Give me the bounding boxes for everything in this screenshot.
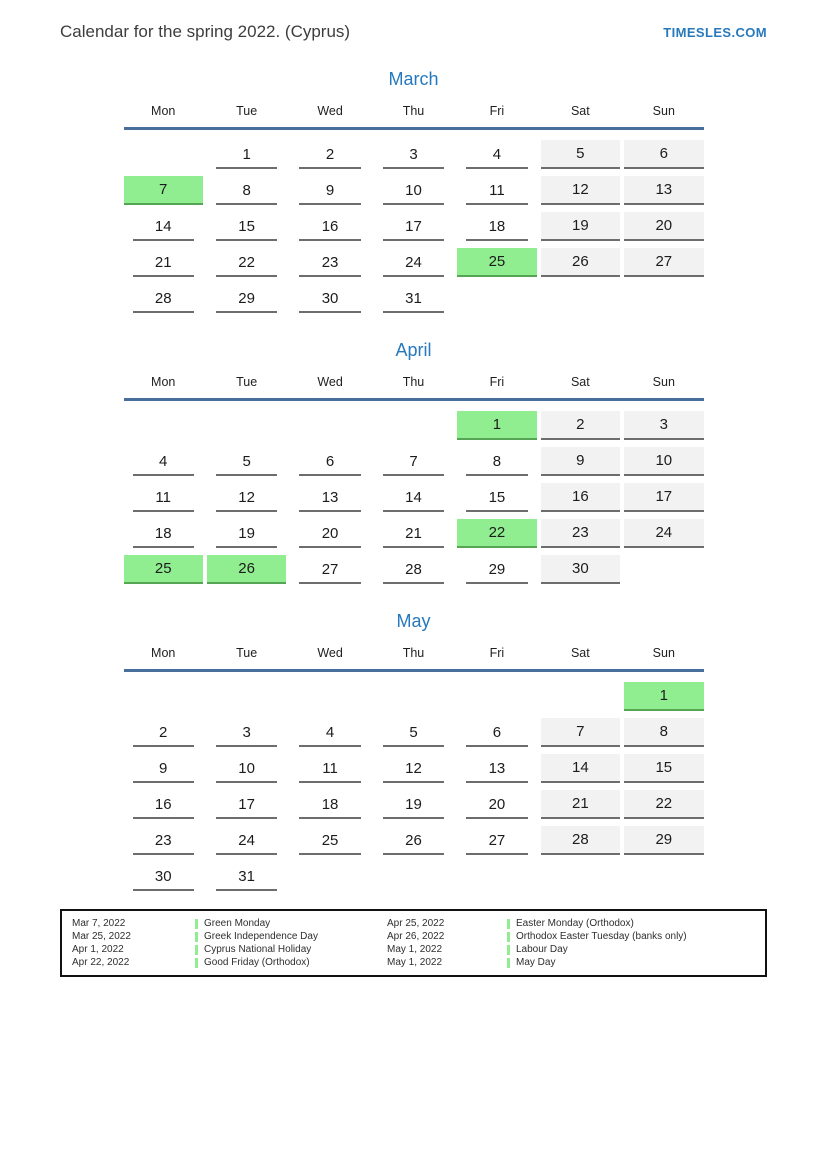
weekday-label: Wed — [317, 375, 343, 389]
legend-holiday-name: Labour Day — [516, 944, 568, 955]
day-cell: 24 — [624, 519, 703, 548]
empty-cell — [374, 862, 453, 891]
day-cell: 5 — [541, 140, 620, 169]
holiday-color-bar-icon — [195, 919, 198, 929]
day-cell: 20 — [457, 790, 536, 819]
day-cell: 4 — [290, 718, 369, 747]
empty-cell — [457, 284, 536, 313]
weekday-header-row — [124, 646, 704, 660]
weekday-label: Sat — [570, 646, 590, 660]
empty-cell — [624, 284, 703, 313]
weekday-label: Thu — [402, 104, 425, 118]
day-cell: 3 — [207, 718, 286, 747]
day-cell: 14 — [374, 483, 453, 512]
day-cell: 16 — [124, 790, 203, 819]
day-cell: 8 — [207, 176, 286, 205]
day-cell: 19 — [541, 212, 620, 241]
legend-entry — [195, 956, 387, 969]
empty-cell — [290, 682, 369, 711]
week-row — [124, 862, 704, 891]
day-cell: 2 — [541, 411, 620, 440]
day-cell: 8 — [457, 447, 536, 476]
holiday-color-bar-icon — [195, 932, 198, 942]
week-row — [124, 555, 704, 584]
day-cell: 12 — [207, 483, 286, 512]
day-cell: 21 — [374, 519, 453, 548]
day-cell: 2 — [124, 718, 203, 747]
day-cell: 7 — [374, 447, 453, 476]
day-cell: 23 — [124, 826, 203, 855]
day-cell: 11 — [290, 754, 369, 783]
holiday-color-bar-icon — [507, 919, 510, 929]
weekday-label: Fri — [489, 104, 505, 118]
day-cell: 25 — [290, 826, 369, 855]
day-cell: 2 — [290, 140, 369, 169]
weekday-label: Wed — [317, 646, 343, 660]
legend-holiday-name: May Day — [516, 957, 556, 968]
day-cell: 21 — [124, 248, 203, 277]
day-cell: 23 — [541, 519, 620, 548]
day-cell: 4 — [124, 447, 203, 476]
holiday-day-cell: 7 — [124, 176, 203, 205]
week-row — [124, 519, 704, 548]
day-cell: 10 — [374, 176, 453, 205]
empty-cell — [207, 682, 286, 711]
day-cell: 26 — [541, 248, 620, 277]
header-divider — [124, 398, 704, 401]
legend-holiday-name: Easter Monday (Orthodox) — [516, 918, 634, 929]
day-cell: 13 — [624, 176, 703, 205]
day-cell: 29 — [207, 284, 286, 313]
week-row — [124, 483, 704, 512]
holiday-color-bar-icon — [507, 932, 510, 942]
holiday-day-cell: 22 — [457, 519, 536, 548]
week-row — [124, 248, 704, 277]
day-cell: 31 — [207, 862, 286, 891]
day-cell: 3 — [374, 140, 453, 169]
legend-date: Mar 7, 2022 — [72, 918, 126, 929]
weekday-label: Mon — [151, 646, 176, 660]
weekday-header-row — [124, 104, 704, 118]
legend-grid — [72, 917, 755, 969]
day-cell: 23 — [290, 248, 369, 277]
holiday-day-cell: 25 — [457, 248, 536, 277]
day-cell: 11 — [124, 483, 203, 512]
day-cell: 30 — [124, 862, 203, 891]
holiday-day-cell: 1 — [457, 411, 536, 440]
week-row — [124, 284, 704, 313]
day-cell: 12 — [541, 176, 620, 205]
month-march — [124, 69, 704, 313]
legend-holiday-name: Cyprus National Holiday — [204, 944, 312, 955]
weekday-label: Sun — [652, 646, 675, 660]
day-cell: 17 — [624, 483, 703, 512]
legend-holiday-name: Orthodox Easter Tuesday (banks only) — [516, 931, 687, 942]
header — [0, 0, 827, 42]
day-cell: 1 — [207, 140, 286, 169]
weekday-label: Sun — [652, 375, 675, 389]
weekday-label: Sat — [570, 104, 590, 118]
day-cell: 21 — [541, 790, 620, 819]
day-cell: 5 — [374, 718, 453, 747]
legend-date: Apr 26, 2022 — [387, 931, 445, 942]
legend-entry — [195, 930, 387, 943]
day-cell: 9 — [290, 176, 369, 205]
month-may — [124, 611, 704, 891]
day-cell: 10 — [624, 447, 703, 476]
day-cell: 28 — [374, 555, 453, 584]
day-cell: 12 — [374, 754, 453, 783]
empty-cell — [624, 555, 703, 584]
empty-cell — [124, 411, 203, 440]
day-cell: 20 — [624, 212, 703, 241]
day-cell: 8 — [624, 718, 703, 747]
empty-cell — [624, 862, 703, 891]
day-cell: 4 — [457, 140, 536, 169]
weekday-label: Mon — [151, 375, 176, 389]
empty-cell — [541, 682, 620, 711]
day-cell: 15 — [624, 754, 703, 783]
legend-entry — [507, 943, 755, 956]
holiday-day-cell: 1 — [624, 682, 703, 711]
legend-date: Mar 25, 2022 — [72, 931, 131, 942]
weekday-label: Thu — [402, 375, 425, 389]
empty-cell — [374, 411, 453, 440]
day-cell: 15 — [457, 483, 536, 512]
day-cell: 24 — [207, 826, 286, 855]
day-cell: 16 — [290, 212, 369, 241]
day-cell: 9 — [541, 447, 620, 476]
week-row — [124, 826, 704, 855]
page-title: Calendar for the spring 2022. (Cyprus) — [60, 22, 351, 41]
empty-cell — [541, 862, 620, 891]
month-title: March — [388, 69, 439, 89]
day-cell: 29 — [457, 555, 536, 584]
month-title: April — [395, 340, 432, 360]
legend-date: May 1, 2022 — [387, 944, 443, 955]
day-cell: 28 — [541, 826, 620, 855]
legend-date: May 1, 2022 — [387, 957, 443, 968]
day-cell: 17 — [374, 212, 453, 241]
site-link[interactable]: TIMESLES.COM — [663, 25, 767, 40]
weekday-label: Fri — [489, 646, 505, 660]
day-cell: 28 — [124, 284, 203, 313]
calendar — [124, 69, 704, 891]
day-cell: 9 — [124, 754, 203, 783]
legend-entry — [507, 956, 755, 969]
holiday-color-bar-icon — [507, 945, 510, 955]
empty-cell — [541, 284, 620, 313]
weekday-label: Mon — [151, 104, 176, 118]
legend-holiday-name: Green Monday — [204, 918, 271, 929]
week-row — [124, 176, 704, 205]
empty-cell — [124, 140, 203, 169]
legend-entry — [507, 917, 755, 930]
day-cell: 7 — [541, 718, 620, 747]
day-cell: 14 — [124, 212, 203, 241]
legend-date: Apr 25, 2022 — [387, 918, 445, 929]
weekday-label: Tue — [236, 104, 258, 118]
day-cell: 6 — [624, 140, 703, 169]
day-cell: 30 — [541, 555, 620, 584]
day-cell: 18 — [124, 519, 203, 548]
day-cell: 13 — [290, 483, 369, 512]
empty-cell — [290, 862, 369, 891]
day-cell: 27 — [290, 555, 369, 584]
empty-cell — [457, 682, 536, 711]
day-cell: 27 — [624, 248, 703, 277]
weekday-label: Sun — [652, 104, 675, 118]
day-cell: 11 — [457, 176, 536, 205]
legend-holiday-name: Good Friday (Orthodox) — [204, 957, 310, 968]
empty-cell — [457, 862, 536, 891]
legend-date: Apr 22, 2022 — [72, 957, 130, 968]
day-cell: 10 — [207, 754, 286, 783]
empty-cell — [207, 411, 286, 440]
holiday-day-cell: 26 — [207, 555, 286, 584]
holiday-day-cell: 25 — [124, 555, 203, 584]
week-row — [124, 140, 704, 169]
week-row — [124, 790, 704, 819]
day-cell: 24 — [374, 248, 453, 277]
day-cell: 18 — [290, 790, 369, 819]
day-cell: 31 — [374, 284, 453, 313]
legend-entry — [507, 930, 755, 943]
day-cell: 5 — [207, 447, 286, 476]
day-cell: 29 — [624, 826, 703, 855]
day-cell: 27 — [457, 826, 536, 855]
holiday-color-bar-icon — [195, 958, 198, 968]
day-cell: 20 — [290, 519, 369, 548]
week-row — [124, 754, 704, 783]
day-cell: 22 — [207, 248, 286, 277]
day-cell: 26 — [374, 826, 453, 855]
day-cell: 6 — [457, 718, 536, 747]
week-row — [124, 212, 704, 241]
weekday-header-row — [124, 375, 704, 389]
day-cell: 3 — [624, 411, 703, 440]
header-divider — [124, 127, 704, 130]
day-cell: 15 — [207, 212, 286, 241]
day-cell: 18 — [457, 212, 536, 241]
day-cell: 19 — [207, 519, 286, 548]
day-cell: 22 — [624, 790, 703, 819]
holiday-color-bar-icon — [195, 945, 198, 955]
day-cell: 30 — [290, 284, 369, 313]
day-cell: 17 — [207, 790, 286, 819]
day-cell: 16 — [541, 483, 620, 512]
legend-entry — [195, 917, 387, 930]
legend-entry — [195, 943, 387, 956]
week-row — [124, 682, 704, 711]
weekday-label: Thu — [402, 646, 425, 660]
day-cell: 14 — [541, 754, 620, 783]
empty-cell — [374, 682, 453, 711]
day-cell: 19 — [374, 790, 453, 819]
empty-cell — [124, 682, 203, 711]
legend-holiday-name: Greek Independence Day — [204, 931, 318, 942]
holiday-color-bar-icon — [507, 958, 510, 968]
weekday-label: Sat — [570, 375, 590, 389]
weekday-label: Tue — [236, 375, 258, 389]
legend-box — [60, 909, 767, 977]
day-cell: 13 — [457, 754, 536, 783]
weekday-label: Wed — [317, 104, 343, 118]
weekday-label: Fri — [489, 375, 505, 389]
month-april — [124, 340, 704, 584]
empty-cell — [290, 411, 369, 440]
legend-date: Apr 1, 2022 — [72, 944, 124, 955]
month-title: May — [396, 611, 431, 631]
week-row — [124, 447, 704, 476]
weekday-label: Tue — [236, 646, 258, 660]
header-divider — [124, 669, 704, 672]
week-row — [124, 411, 704, 440]
week-row — [124, 718, 704, 747]
day-cell: 6 — [290, 447, 369, 476]
